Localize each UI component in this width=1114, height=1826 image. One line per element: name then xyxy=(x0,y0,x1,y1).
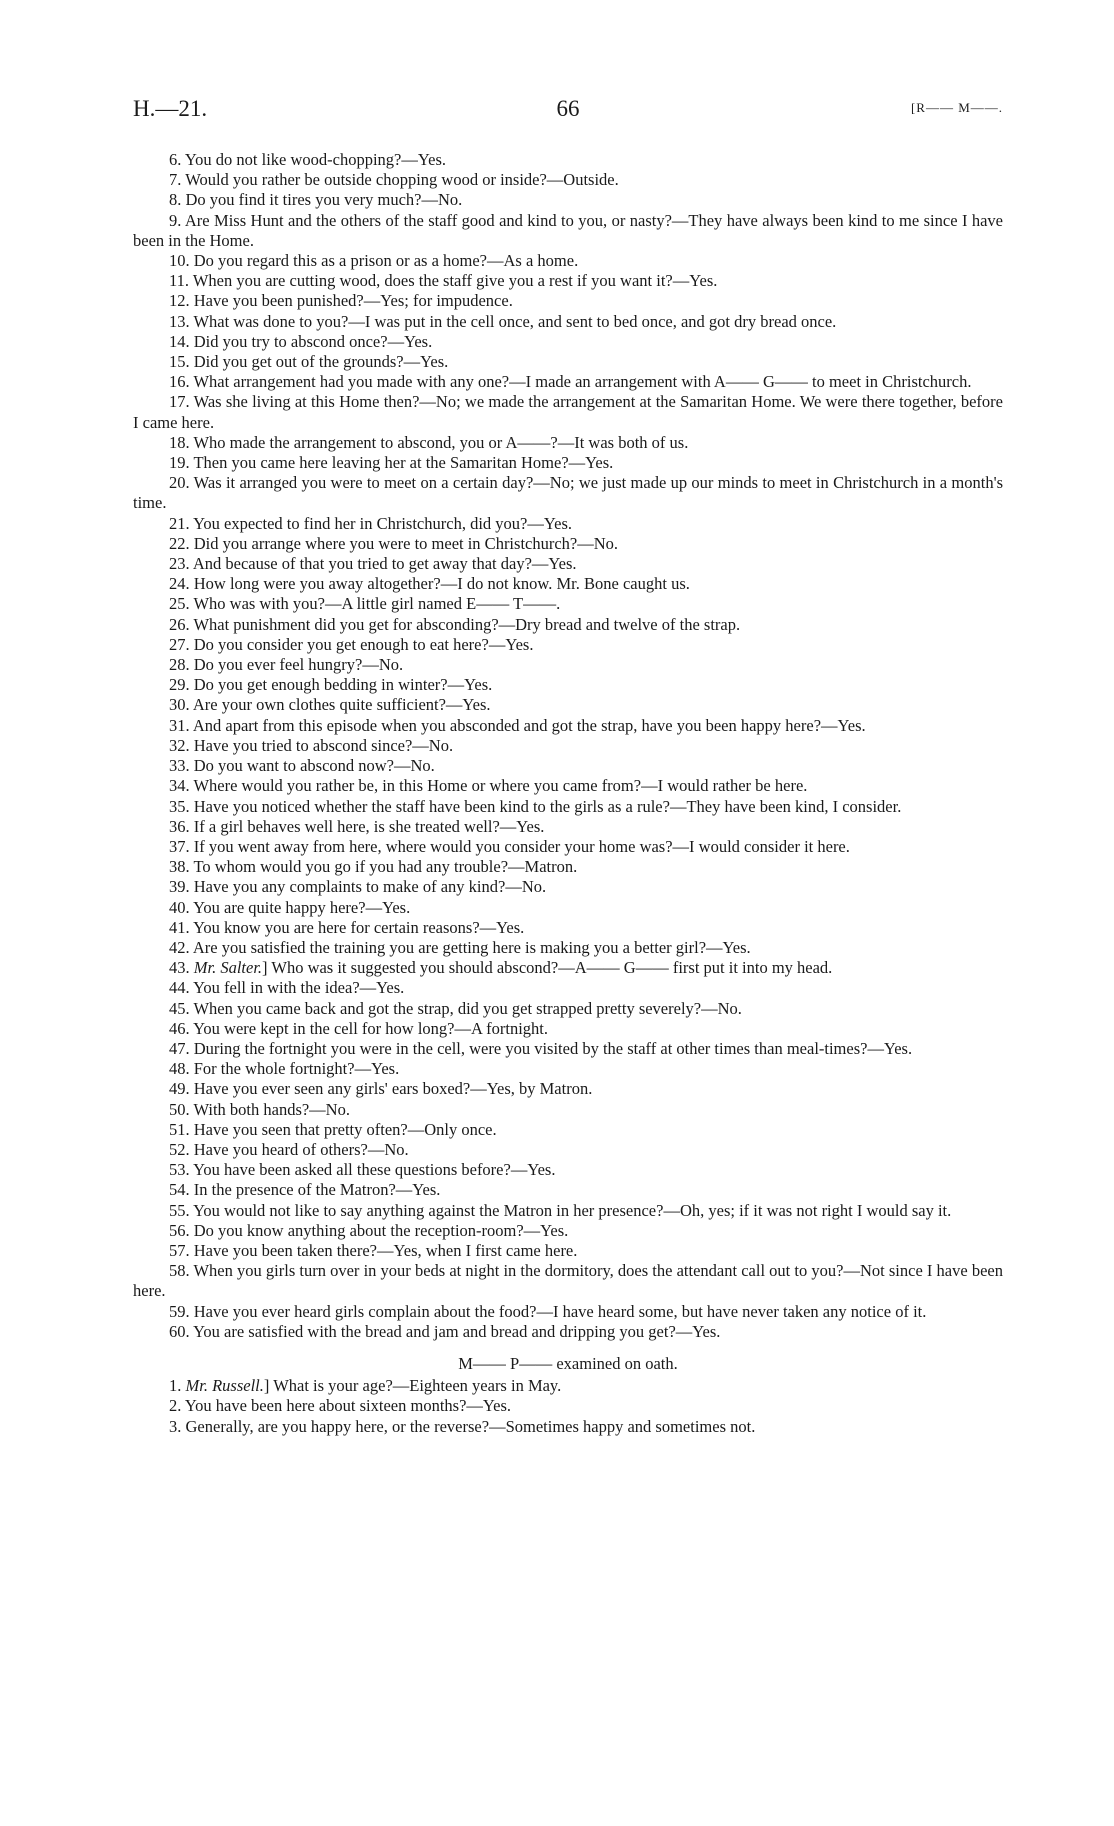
question-new-1: 1. Mr. Russell.] What is your age?—Eighteen years in May. xyxy=(169,1376,562,1396)
question-item: 35. Have you noticed whether the staff have been kind to the girls as a rule?—They have been kind, I consider. xyxy=(169,796,902,816)
question-item: 36. If a girl behaves well here, is she treated well?—Yes. xyxy=(169,816,545,836)
questions-part-2 xyxy=(133,978,1003,1342)
question-item: 57. Have you been taken there?—Yes, when I first came here. xyxy=(169,1240,578,1260)
question-item: 25. Who was with you?—A little girl named E—— T——. xyxy=(169,594,561,614)
question-item: 28. Do you ever feel hungry?—No. xyxy=(169,655,404,675)
question-item: 30. Are your own clothes quite sufficient?—Yes. xyxy=(169,695,491,715)
question-item: 47. During the fortnight you were in the cell, were you visited by the staff at other times than meal-times?—Yes. xyxy=(169,1038,913,1058)
question-item: 58. When you girls turn over in your beds at night in the dormitory, does the attendant call out to you?—Not since I have been here. xyxy=(133,1261,1003,1301)
question-item: 21. You expected to find her in Christchurch, did you?—Yes. xyxy=(169,513,572,533)
question-item: 6. You do not like wood-chopping?—Yes. xyxy=(169,150,447,169)
question-item: 55. You would not like to say anything against the Matron in her presence?—Oh, yes; if it was not right I would say it. xyxy=(169,1200,952,1220)
question-item: 59. Have you ever heard girls complain about the food?—I have heard some, but have never taken any notice of it. xyxy=(169,1301,927,1321)
question-item: 18. Who made the arrangement to abscond, you or A——?—It was both of us. xyxy=(169,432,689,452)
question-item: 2. You have been here about sixteen months?—Yes. xyxy=(169,1396,512,1416)
page-header xyxy=(133,96,1003,132)
question-item: 53. You have been asked all these questions before?—Yes. xyxy=(169,1160,556,1180)
page-number: 66 xyxy=(556,96,580,121)
question-item: 40. You are quite happy here?—Yes. xyxy=(169,897,411,917)
question-item: 45. When you came back and got the strap, did you get strapped pretty severely?—No. xyxy=(169,998,742,1018)
question-item: 23. And because of that you tried to get away that day?—Yes. xyxy=(169,554,577,574)
question-item: 17. Was she living at this Home then?—No; we made the arrangement at the Samaritan Home. We were there together, before I came here. xyxy=(133,392,1003,432)
question-item: 48. For the whole fortnight?—Yes. xyxy=(169,1059,400,1079)
question-item: 29. Do you get enough bedding in winter?—Yes. xyxy=(169,675,493,695)
question-item: 14. Did you try to abscond once?—Yes. xyxy=(169,331,433,351)
examiner-name: Mr. Salter. xyxy=(193,958,263,978)
question-item: 20. Was it arranged you were to meet on a certain day?—No; we just made up our minds to meet in Christchurch in a month's time. xyxy=(133,473,1003,513)
question-item: 56. Do you know anything about the reception-room?—Yes. xyxy=(169,1220,569,1240)
question-item: 44. You fell in with the idea?—Yes. xyxy=(169,978,405,998)
running-head: [R—— M——. xyxy=(910,100,1003,115)
question-item: 39. Have you any complaints to make of any kind?—No. xyxy=(169,877,547,897)
question-item: 19. Then you came here leaving her at the Samaritan Home?—Yes. xyxy=(169,453,614,473)
question-item: 24. How long were you away altogether?—I do not know. Mr. Bone caught us. xyxy=(169,574,690,594)
question-item: 9. Are Miss Hunt and the others of the staff good and kind to you, or nasty?—They have always been kind to me since I have been in the Home. xyxy=(133,210,1003,250)
question-item: 37. If you went away from here, where would you consider your home was?—I would consider it here. xyxy=(169,836,850,856)
question-item: 16. What arrangement had you made with any one?—I made an arrangement with A—— G—— to meet in Christchurch. xyxy=(169,372,972,392)
question-item: 26. What punishment did you get for absconding?—Dry bread and twelve of the strap. xyxy=(169,614,741,634)
question-item: 12. Have you been punished?—Yes; for impudence. xyxy=(169,291,513,311)
question-item: 11. When you are cutting wood, does the staff give you a rest if you want it?—Yes. xyxy=(169,271,718,291)
examiner-name: Mr. Russell. xyxy=(185,1376,264,1396)
question-item: 60. You are satisfied with the bread and jam and bread and dripping you get?—Yes. xyxy=(169,1321,721,1341)
question-item: 41. You know you are here for certain reasons?—Yes. xyxy=(169,917,525,937)
question-43: 43. Mr. Salter.] Who was it suggested you should abscond?—A—— G—— first put it into my head. xyxy=(169,958,833,978)
section-heading: M—— P—— examined on oath. xyxy=(458,1353,678,1373)
question-item: 49. Have you ever seen any girls' ears boxed?—Yes, by Matron. xyxy=(169,1079,593,1099)
questions-part-1 xyxy=(133,150,1003,958)
question-item: 7. Would you rather be outside chopping wood or inside?—Outside. xyxy=(169,170,619,190)
question-item: 32. Have you tried to abscond since?—No. xyxy=(169,735,454,755)
question-item: 15. Did you get out of the grounds?—Yes. xyxy=(169,352,449,372)
question-item: 10. Do you regard this as a prison or as a home?—As a home. xyxy=(169,251,579,271)
document-reference: H.—21. xyxy=(133,96,208,121)
question-item: 3. Generally, are you happy here, or the reverse?—Sometimes happy and sometimes not. xyxy=(169,1416,756,1436)
question-item: 46. You were kept in the cell for how long?—A fortnight. xyxy=(169,1018,548,1038)
question-item: 13. What was done to you?—I was put in the cell once, and sent to bed once, and got dry bread once. xyxy=(169,311,837,331)
questions-part-3 xyxy=(133,1396,1003,1436)
question-item: 51. Have you seen that pretty often?—Only once. xyxy=(169,1119,497,1139)
question-item: 33. Do you want to abscond now?—No. xyxy=(169,756,435,776)
question-item: 54. In the presence of the Matron?—Yes. xyxy=(169,1180,441,1200)
question-item: 42. Are you satisfied the training you are getting here is making you a better girl?—Yes. xyxy=(169,937,751,957)
question-item: 52. Have you heard of others?—No. xyxy=(169,1139,409,1159)
question-item: 27. Do you consider you get enough to eat here?—Yes. xyxy=(169,634,534,654)
question-item: 34. Where would you rather be, in this Home or where you came from?—I would rather be here. xyxy=(169,776,808,796)
testimony-body xyxy=(133,150,1003,1437)
question-item: 8. Do you find it tires you very much?—No. xyxy=(169,190,463,210)
question-item: 22. Did you arrange where you were to meet in Christchurch?—No. xyxy=(169,533,619,553)
question-item: 50. With both hands?—No. xyxy=(169,1099,350,1119)
question-item: 38. To whom would you go if you had any trouble?—Matron. xyxy=(169,857,578,877)
question-item: 31. And apart from this episode when you absconded and got the strap, have you been happy here?—Yes. xyxy=(169,715,866,735)
